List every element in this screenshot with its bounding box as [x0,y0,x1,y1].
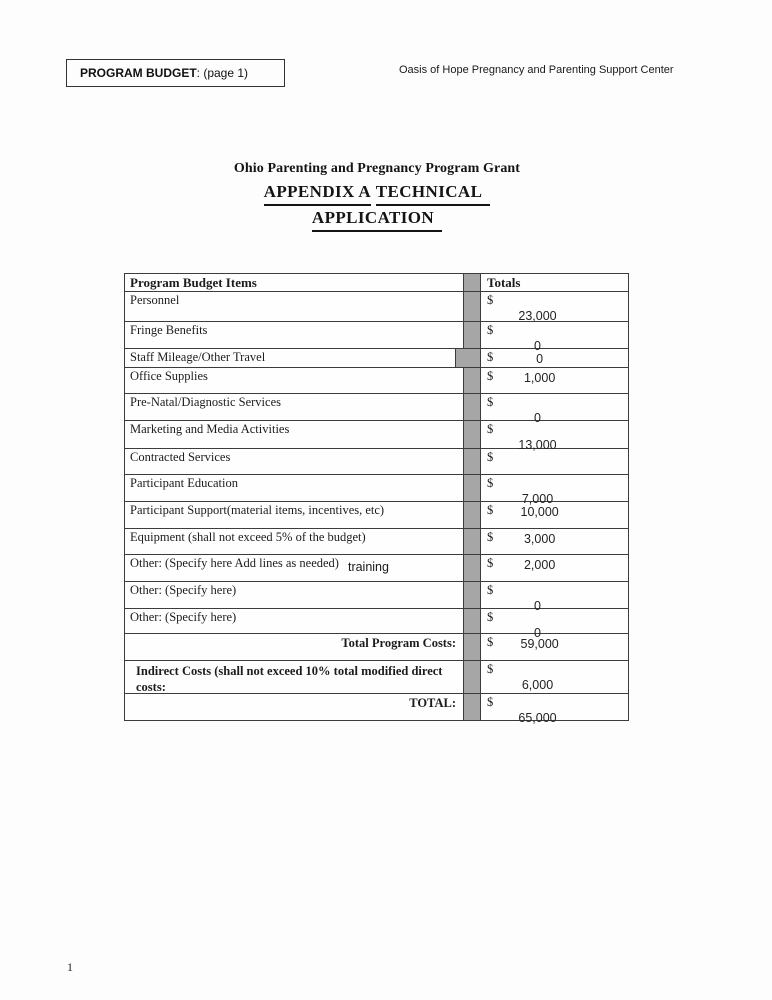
amount-value: 0 [534,411,541,425]
dollar-sign: $ [487,556,494,570]
divider-column [464,421,481,448]
dollar-sign: $ [487,695,494,709]
budget-item-label [125,349,456,367]
amount-value: 0 [534,599,541,613]
amount-value: 59,000 [520,637,559,651]
totals-cell [481,661,628,693]
table-row [125,528,628,554]
budget-item-label [125,634,464,660]
dollar-sign: $ [487,369,494,383]
divider-column [464,502,481,528]
budget-item-label [125,694,464,720]
technical-word: TECHNICAL [376,180,491,206]
divider-column [464,394,481,420]
items-column-header: Program Budget Items [125,274,464,291]
totals-cell [481,349,628,367]
totals-cell [481,582,628,613]
budget-item-label [125,609,464,633]
budget-item-text: Other: (Specify here Add lines as needed) [130,556,339,570]
totals-column-header: Totals [487,275,521,290]
dollar-sign: $ [487,583,494,597]
divider-column [464,475,481,501]
table-header-row [125,274,628,291]
budget-item-label [125,292,464,321]
amount-value: 1,000 [523,371,556,385]
totals-cell [481,368,628,393]
amount-value: 0 [534,626,541,640]
dollar-sign: $ [487,610,494,624]
divider-column [464,694,481,720]
table-row [125,321,628,353]
budget-item-label [125,661,464,693]
appendix-word: APPENDIX A [264,180,371,206]
budget-item-label [125,368,464,393]
budget-item-text: Other: (Specify here) [130,610,237,624]
table-row [125,501,628,528]
budget-item-label [125,529,464,554]
budget-item-label [125,322,464,348]
divider-column [464,661,481,693]
dollar-sign: $ [487,395,494,409]
budget-item-label [125,582,464,608]
divider-column [464,292,481,321]
organization-name: Oasis of Hope Pregnancy and Parenting Support Center [399,64,674,76]
budget-item-label [125,421,464,448]
dollar-sign: $ [487,450,494,464]
page-number: 1 [67,960,73,974]
totals-cell [481,475,628,506]
budget-item-text: Other: (Specify here) [130,583,237,597]
dollar-sign: $ [487,662,494,676]
grant-title: Ohio Parenting and Pregnancy Program Grant [233,161,521,176]
divider-column [464,274,481,291]
program-budget-label: PROGRAM BUDGET: (page 1) [80,66,249,80]
table-row [125,554,628,581]
table-row [125,633,628,660]
budget-item-text: Participant Support(material items, incentives, etc) [130,503,385,517]
budget-item-text: Marketing and Media Activities [130,422,290,436]
dollar-sign: $ [487,323,494,337]
budget-item-text: Office Supplies [130,369,208,383]
program-budget-table [124,273,629,725]
budget-item-text: Equipment (shall not exceed 5% of the budget) [130,530,366,544]
dollar-sign: $ [487,293,494,307]
budget-item-label [125,502,464,528]
application-word: APPLICATION [312,206,442,232]
totals-cell [481,634,628,660]
amount-value: 10,000 [520,505,559,519]
amount-value: 2,000 [523,558,556,572]
budget-item-text: Participant Education [130,476,238,490]
divider-column [464,582,481,608]
budget-item-text: TOTAL: [409,696,456,710]
dollar-sign: $ [487,530,494,544]
totals-cell [481,292,628,321]
table-row [125,291,628,321]
divider-column [464,368,481,393]
totals-cell [481,694,628,725]
document-title [0,161,754,232]
table-row [125,693,628,725]
amount-value: 23,000 [518,309,557,323]
amount-value: 6,000 [521,678,554,692]
table-row [125,474,628,506]
budget-item-text: Fringe Benefits [130,323,208,337]
divider-column [464,609,481,633]
divider-column [464,449,481,474]
table-row [125,367,628,393]
dollar-sign: $ [487,503,494,517]
table-row [125,660,628,693]
totals-cell [481,322,628,353]
budget-item-text: Contracted Services [130,450,231,464]
budget-item-text: Personnel [130,293,180,307]
budget-item-label [125,394,464,420]
application-line [0,206,754,232]
filled-in-value: training [347,560,389,574]
divider-column [464,555,481,581]
amount-value: 0 [534,339,541,353]
table-row [125,581,628,613]
dollar-sign: $ [487,635,494,649]
budget-item-label [125,555,464,581]
budget-item-text: Staff Mileage/Other Travel [130,350,266,364]
budget-item-text: Indirect Costs (shall not exceed 10% total modified direct costs: [136,664,443,694]
totals-cell [481,529,628,554]
amount-value: 0 [536,352,544,366]
dollar-sign: $ [487,476,494,490]
table-row [125,393,628,425]
amount-value: 3,000 [523,532,556,546]
amount-value: 7,000 [521,492,554,506]
totals-cell [481,555,628,581]
budget-item-label [125,475,464,501]
budget-item-text: Total Program Costs: [341,636,456,650]
totals-cell [481,394,628,425]
divider-column [456,349,481,367]
amount-value: 65,000 [518,711,557,725]
appendix-line [0,180,754,206]
budget-item-label [125,449,464,474]
divider-column [464,529,481,554]
dollar-sign: $ [487,422,494,436]
dollar-sign: $ [487,350,494,364]
program-budget-box [66,59,285,87]
divider-column [464,322,481,348]
budget-item-text: Pre-Natal/Diagnostic Services [130,395,281,409]
divider-column [464,634,481,660]
amount-value: 13,000 [518,438,557,452]
totals-cell [481,502,628,528]
